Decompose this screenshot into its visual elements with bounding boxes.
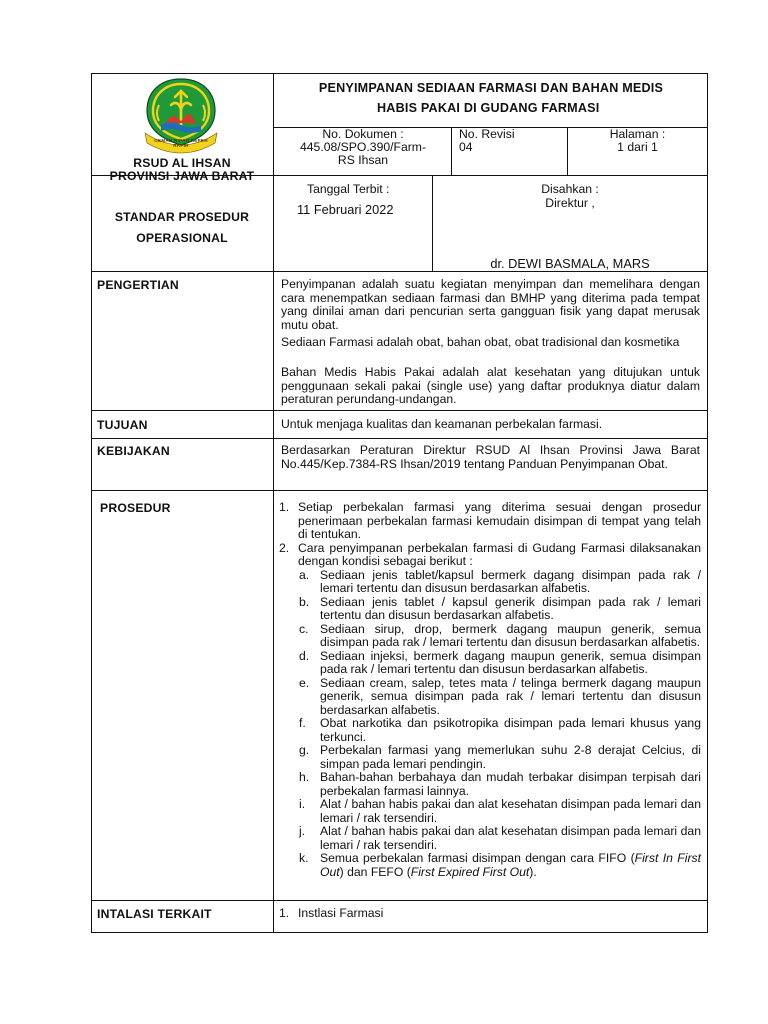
sub-item-letter: f.	[299, 716, 306, 730]
instalasi-item-text: Instlasi Farmasi	[298, 906, 384, 920]
hospital-logo	[135, 75, 227, 155]
kebijakan-label: KEBIJAKAN	[97, 444, 170, 458]
tujuan-label: TUJUAN	[97, 418, 148, 432]
sub-item-letter: k.	[299, 851, 309, 865]
prosedur-item	[275, 542, 701, 880]
sub-item-text: Sediaan injeksi, bermerk dagang maupun generik, semua disimpan pada rak / lemari tertentu dan disusun berdasarkan alfabetis.	[320, 648, 701, 676]
border-right	[707, 73, 708, 933]
sub-item-text: Sediaan jenis tablet / kapsul generik disimpan pada rak / lemari tertentu dan disusun berdasarkan alfabetis.	[320, 594, 701, 622]
doc-number-value: 445.08/SPO.390/Farm-	[300, 140, 426, 154]
row-divider-kebijakan	[91, 490, 708, 491]
sub-item-text: Sediaan cream, salep, tetes mata / telinga bermerk dagang maupun generik, semua disimpan pada rak / lemari tertentu dan disusun berdasarkan alfabetis.	[320, 675, 701, 717]
border-top	[91, 73, 708, 74]
prosedur-item-text: Setiap perbekalan farmasi yang diterima sesuai dengan prosedur penerimaan perbekalan farmasi kemudain disimpan di tempat yang telah di tentukan.	[298, 500, 701, 541]
instalasi-item	[275, 907, 701, 921]
document-title-line2: HABIS PAKAI DI GUDANG FARMASI	[377, 101, 600, 115]
sop-title-line2: OPERASIONAL	[136, 231, 228, 245]
sub-item-letter: h.	[299, 770, 310, 784]
prosedur-sub-item	[298, 852, 701, 879]
prosedur-sub-item	[298, 825, 701, 852]
sub-item-text: Semua perbekalan farmasi disimpan dengan cara FIFO (	[320, 851, 635, 865]
page-value: 1 dari 1	[617, 140, 658, 154]
prosedur-item-text: Cara penyimpanan perbekalan farmasi di Gudang Farmasi dilaksanakan dengan kondisi sebagai berikut :	[298, 540, 701, 568]
sub-item-letter: i.	[299, 797, 306, 811]
prosedur-sub-item	[298, 744, 701, 771]
prosedur-item-number: 1.	[279, 500, 290, 514]
doc-number-value-cont: RS Ihsan	[337, 153, 389, 167]
revision-value: 04	[459, 140, 473, 154]
border-bottom	[91, 932, 708, 933]
sub-item-text: Obat narkotika dan psikotropika disimpan pada lemari khusus yang terkunci.	[320, 716, 701, 744]
page-label: Halaman :	[609, 127, 666, 141]
sub-item-letter: j.	[299, 824, 306, 838]
tujuan-text: Untuk menjaga kualitas dan keamanan perbekalan farmasi.	[281, 417, 603, 431]
sub-item-letter: e.	[299, 675, 310, 690]
instalasi-list	[275, 907, 701, 921]
sub-item-text: Alat / bahan habis pakai dan alat kesehatan disimpan pada lemari dan lemari / rak tersendiri.	[320, 797, 701, 825]
prosedur-sub-item	[298, 677, 701, 718]
sub-item-text: Sediaan jenis tablet/kapsul bermerk dagang disimpan pada rak / lemari tertentu dan disusun berdasarkan alfabetis.	[320, 567, 701, 595]
prosedur-list	[275, 501, 701, 879]
sub-item-text: Alat / bahan habis pakai dan alat kesehatan disimpan pada lemari dan lemari / rak tersendiri.	[320, 824, 701, 852]
issue-date-value: 11 Februari 2022	[297, 202, 394, 217]
sop-title-line1: STANDAR PROSEDUR	[114, 210, 250, 224]
column-divider	[273, 73, 274, 933]
border-left	[91, 73, 92, 933]
row-divider-prosedur	[91, 900, 708, 901]
prosedur-sub-item	[298, 596, 701, 623]
prosedur-sub-list	[298, 569, 701, 880]
prosedur-sub-item	[298, 771, 701, 798]
sub-item-letter: c.	[299, 621, 309, 636]
prosedur-sub-item	[298, 650, 701, 677]
instalasi-item-number: 1.	[279, 906, 290, 920]
sub-item-letter: a.	[299, 567, 310, 582]
prosedur-sub-item	[298, 717, 701, 744]
row-divider-pengertian	[91, 410, 708, 411]
logo-ribbon-text: GEMAH RIPAH REPEH RAPIH	[154, 138, 208, 148]
prosedur-sub-item	[298, 798, 701, 825]
header-divider-3	[91, 271, 708, 272]
sub-item-letter: g.	[299, 743, 310, 757]
prosedur-label: PROSEDUR	[100, 501, 171, 515]
doc-number-label: No. Dokumen :	[322, 127, 404, 141]
revision-divider	[451, 127, 452, 176]
sop-document	[91, 73, 708, 933]
sub-item-text: ) dan FEFO (	[339, 864, 411, 879]
sub-item-letter: d.	[299, 648, 310, 663]
pengertian-paragraph-3: Bahan Medis Habis Pakai adalah alat kesehatan yang ditujukan untuk penggunaan sekali pakai (single use) yang daftar produknya diatur dalam peraturan perundang-undangan.	[281, 365, 700, 406]
approved-label: Disahkan :	[541, 182, 599, 196]
pengertian-paragraph-1: Penyimpanan adalah suatu kegiatan menyimpan dan memelihara dengan cara menempatkan sediaan farmasi dan BMHP yang diterima pada tempat yang dinilai aman dari pencurian serta gangguan fisik yang dapat merusak mutu obat.	[281, 277, 700, 332]
prosedur-sub-item	[298, 623, 701, 650]
row-divider-tujuan	[91, 438, 708, 439]
sub-item-text: Bahan-bahan berbahaya dan mudah terbakar disimpan terpisah dari perbekalan farmasi lainnya.	[320, 770, 701, 798]
hospital-province: PROVINSI JAWA BARAT	[109, 169, 255, 183]
sub-item-text: Sediaan sirup, drop, bermerk dagang maupun generik, semua disimpan pada rak / lemari tertentu dan disusun berdasarkan alfabetis.	[320, 621, 701, 649]
sub-item-letter: b.	[299, 594, 310, 609]
director-title: Direktur ,	[545, 196, 595, 210]
fefo-term: First Expired First Out	[410, 864, 530, 879]
document-title-line1: PENYIMPANAN SEDIAAN FARMASI DAN BAHAN MEDIS	[318, 81, 664, 95]
revision-label: No. Revisi	[459, 127, 515, 141]
sub-item-text: ).	[529, 864, 537, 879]
kebijakan-text: Berdasarkan Peraturan Direktur RSUD Al Ihsan Provinsi Jawa Barat No.445/Kep.7384-RS Ihsan/2019 tentang Panduan Penyimpanan Obat.	[281, 443, 700, 471]
director-name: dr. DEWI BASMALA, MARS	[490, 256, 650, 271]
hospital-name: RSUD AL IHSAN	[133, 156, 231, 170]
pengertian-paragraph-2: Sediaan Farmasi adalah obat, bahan obat, obat tradisional dan kosmetika	[281, 335, 680, 349]
issue-date-label: Tanggal Terbit :	[307, 182, 390, 196]
pengertian-label: PENGERTIAN	[97, 278, 179, 292]
prosedur-item	[275, 501, 701, 542]
prosedur-item-number: 2.	[279, 540, 290, 555]
instalasi-label: INTALASI TERKAIT	[97, 907, 212, 921]
sub-item-text: Perbekalan farmasi yang memerlukan suhu 2-8 derajat Celcius, di simpan pada lemari pendingin.	[320, 743, 701, 771]
fifo-term: First In First Out	[320, 851, 702, 879]
prosedur-sub-item	[298, 569, 701, 596]
